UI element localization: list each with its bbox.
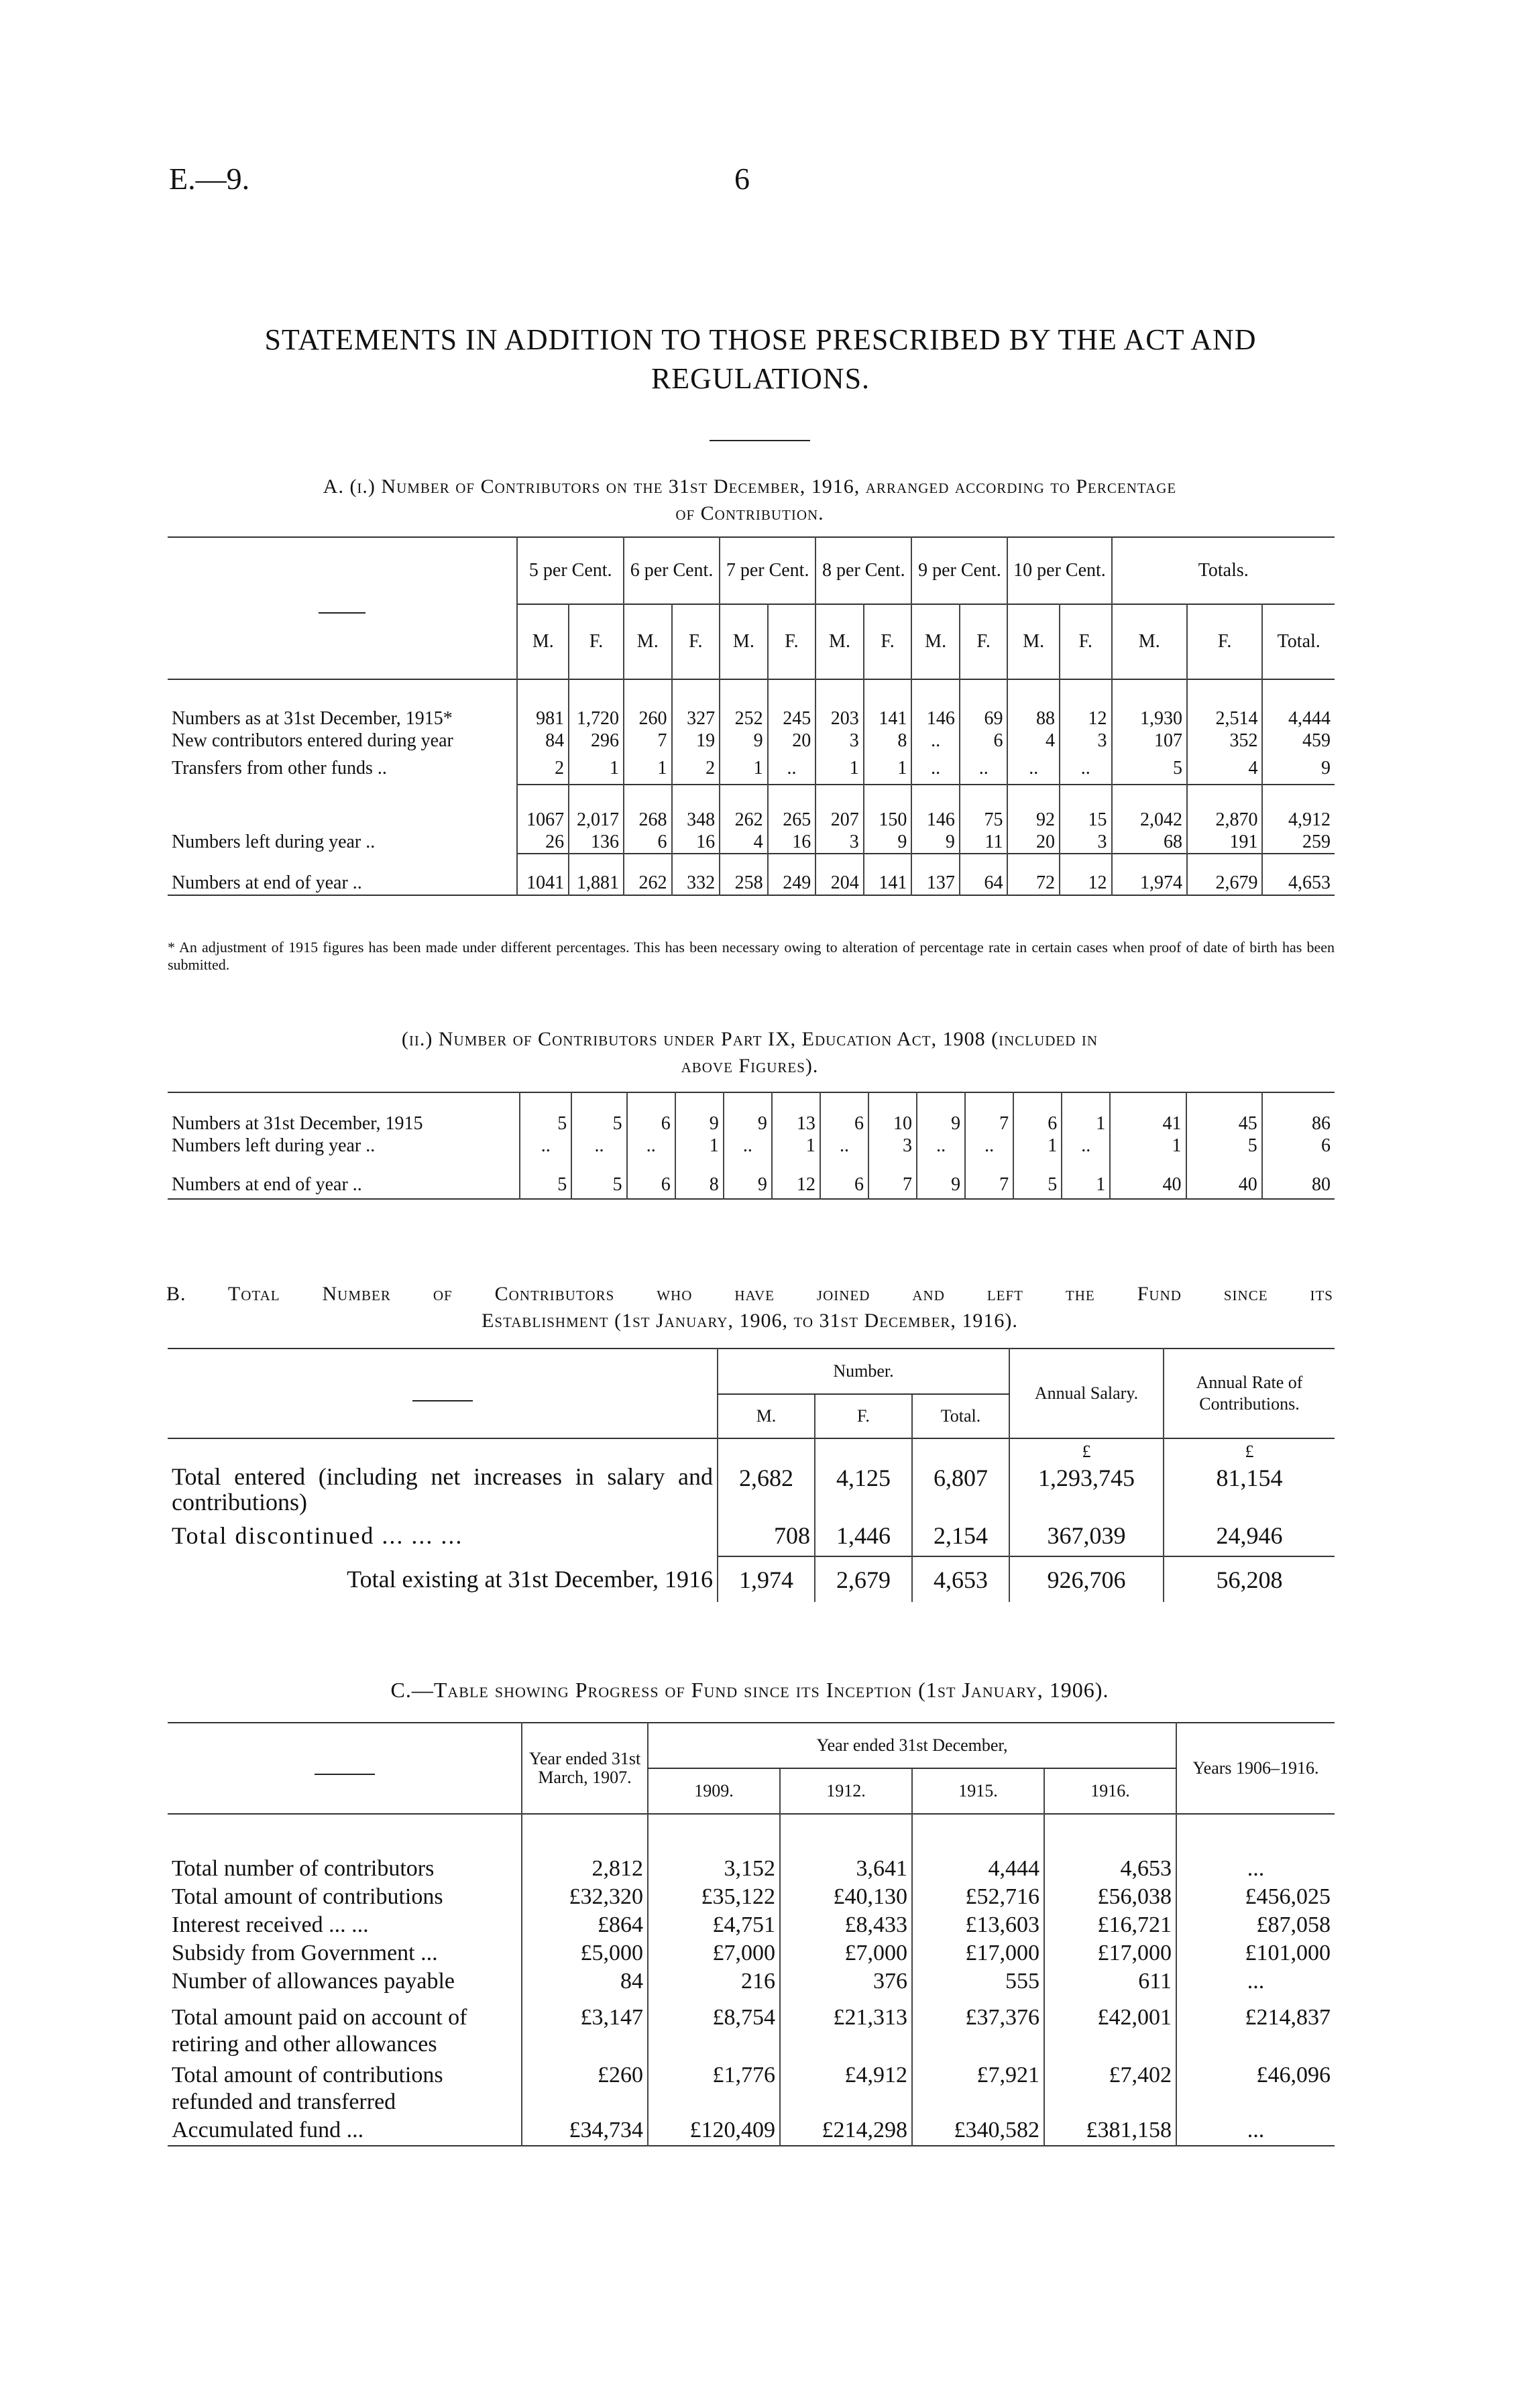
cell: 9: [864, 831, 912, 854]
section-a-title: [166, 473, 1333, 527]
cell: 40: [1186, 1157, 1262, 1199]
row-label: Numbers at end of year ..: [172, 872, 362, 893]
row-label: Total number of contributors: [172, 1856, 435, 1881]
row-label: Number of allowances payable: [172, 1969, 455, 1994]
table-row: [168, 785, 1335, 831]
cell: 348: [672, 785, 720, 831]
table-row: [168, 1515, 1335, 1556]
cell: 268: [624, 785, 672, 831]
cell: 352: [1187, 730, 1262, 752]
section-a2-title-line-2: above Figures).: [681, 1055, 819, 1077]
table-row: [168, 679, 1335, 730]
cell: 327: [672, 679, 720, 730]
row-label: Numbers at 31st December, 1915: [172, 1113, 423, 1134]
cell: 12: [1060, 854, 1112, 895]
col-year: 1916.: [1044, 1768, 1176, 1814]
cell: ..: [1007, 752, 1060, 785]
cell: 2,017: [569, 785, 624, 831]
cell: 5: [1112, 752, 1187, 785]
cell: 12: [772, 1157, 820, 1199]
cell: 262: [720, 785, 768, 831]
cell: £4,751: [648, 1912, 780, 1940]
cell: 203: [815, 679, 864, 730]
col-group-6-percent: 6 per Cent.: [624, 537, 720, 604]
cell: £13,603: [912, 1912, 1044, 1940]
cell: ..: [965, 1135, 1013, 1157]
row-label: Numbers as at 31st December, 1915*: [172, 708, 453, 729]
cell: 296: [569, 730, 624, 752]
col-group-number: Number.: [718, 1349, 1009, 1394]
cell: ..: [724, 1135, 772, 1157]
table-a-contributors: [168, 536, 1335, 899]
cell: 84: [522, 1968, 648, 1996]
cell: 69: [960, 679, 1008, 730]
cell: 15: [1060, 785, 1112, 831]
cell: £456,025: [1176, 1884, 1335, 1912]
cell: 68: [1112, 831, 1187, 854]
table-a-corner: [168, 537, 517, 679]
cell: 3: [868, 1135, 917, 1157]
cell: £5,000: [522, 1940, 648, 1968]
cell: 9: [720, 730, 768, 752]
row-label: Numbers at end of year ..: [172, 1173, 362, 1195]
cell: 249: [768, 854, 816, 895]
cell: 207: [815, 785, 864, 831]
cell: 137: [911, 854, 960, 895]
cell: 1067: [517, 785, 569, 831]
col-group-8-percent: 8 per Cent.: [815, 537, 911, 604]
col-header: M.: [911, 604, 960, 679]
table-a2-part-ix: [168, 1092, 1335, 1202]
cell: 150: [864, 785, 912, 831]
cell: £3,147: [522, 1996, 648, 2059]
row-label: Total amount paid on account of retiring and other allowances: [172, 2005, 467, 2057]
cell: £52,716: [912, 1884, 1044, 1912]
row-label: Total existing at 31st December, 1916: [347, 1566, 713, 1593]
section-b-title-line-1: B. Total Number of Contributors who have joined and left the Fund since its: [166, 1283, 1333, 1305]
table-row: [168, 1968, 1335, 1996]
cell: 1,974: [1112, 854, 1187, 895]
section-a2-title-line-1: (ii.) Number of Contributors under Part IX, Education Act, 1908 (included in: [401, 1028, 1098, 1050]
col-header: M.: [624, 604, 672, 679]
cell: 9: [911, 831, 960, 854]
row-label: Interest received ... ...: [172, 1912, 369, 1937]
cell: 1,293,745: [1009, 1464, 1164, 1515]
col-group-7-percent: 7 per Cent.: [720, 537, 815, 604]
cell: £56,038: [1044, 1884, 1176, 1912]
cell: £7,921: [912, 2059, 1044, 2117]
row-label: Accumulated fund ...: [172, 2118, 364, 2142]
cell: 8: [675, 1157, 724, 1199]
cell: £8,754: [648, 1996, 780, 2059]
row-label: [168, 785, 517, 831]
cell: ..: [571, 1135, 626, 1157]
cell: 2: [517, 752, 569, 785]
cell: 9: [917, 1157, 965, 1199]
cell: 5: [520, 1157, 571, 1199]
page-title-line-2: REGULATIONS.: [651, 362, 870, 395]
page-number: 6: [734, 162, 750, 196]
table-row: [168, 2117, 1335, 2146]
cell: 136: [569, 831, 624, 854]
cell: 4,653: [912, 1556, 1009, 1602]
table-row: [168, 1996, 1335, 2059]
cell: £17,000: [912, 1940, 1044, 1968]
cell: 6: [624, 831, 672, 854]
cell: 216: [648, 1968, 780, 1996]
table-row: [168, 854, 1335, 895]
table-row: [168, 1464, 1335, 1515]
col-header: M.: [720, 604, 768, 679]
cell: 146: [911, 679, 960, 730]
cell: 146: [911, 785, 960, 831]
cell: 2,154: [912, 1515, 1009, 1556]
cell: 7: [965, 1092, 1013, 1135]
cell: 141: [864, 679, 912, 730]
cell: 1,446: [815, 1515, 912, 1556]
cell: £214,837: [1176, 1996, 1335, 2059]
cell: 5: [1013, 1157, 1062, 1199]
cell: 72: [1007, 854, 1060, 895]
cell: 19: [672, 730, 720, 752]
table-row: [168, 1884, 1335, 1912]
cell: £4,912: [780, 2059, 912, 2117]
col-header: F.: [960, 604, 1008, 679]
cell: 5: [1186, 1135, 1262, 1157]
col-header: F.: [864, 604, 912, 679]
cell: 56,208: [1164, 1556, 1335, 1602]
cell: ..: [911, 752, 960, 785]
col-years-total: Years 1906–1916.: [1176, 1723, 1335, 1814]
table-row: [168, 1855, 1335, 1884]
page-title-line-1: STATEMENTS IN ADDITION TO THOSE PRESCRIBED BY THE ACT AND: [264, 323, 1257, 356]
cell: 6: [820, 1157, 868, 1199]
cell: ...: [1176, 1855, 1335, 1884]
section-b-title: [166, 1281, 1333, 1334]
cell: ..: [1060, 752, 1112, 785]
cell: £1,776: [648, 2059, 780, 2117]
cell: 4,444: [1262, 679, 1335, 730]
footnote: * An adjustment of 1915 figures has been made under different percentages. This has been necessary owing to alteration of percentage rate in certain cases when proof of date of birth has been submitted.: [168, 939, 1335, 973]
section-a-title-line-1: A. (i.) Number of Contributors on the 31st December, 1916, arranged according to Percentage: [323, 475, 1177, 498]
section-b-title-line-2: Establishment (1st January, 1906, to 31st December, 1916).: [482, 1310, 1018, 1332]
table-row: [168, 1912, 1335, 1940]
cell: £101,000: [1176, 1940, 1335, 1968]
table-row: [168, 2059, 1335, 2117]
cell: 16: [768, 831, 816, 854]
cell: 64: [960, 854, 1008, 895]
page-title: [134, 321, 1387, 398]
cell: 1: [624, 752, 672, 785]
cell: 2,679: [815, 1556, 912, 1602]
col-annual-salary: Annual Salary.: [1009, 1349, 1164, 1438]
cell: 1: [1062, 1157, 1110, 1199]
cell: 1,930: [1112, 679, 1187, 730]
cell: £214,298: [780, 2117, 912, 2146]
cell: £16,721: [1044, 1912, 1176, 1940]
table-row: [168, 1940, 1335, 1968]
cell: 1: [1110, 1135, 1186, 1157]
cell: 80: [1262, 1157, 1335, 1199]
row-label: Subsidy from Government ...: [172, 1941, 438, 1965]
cell: 6: [627, 1092, 675, 1135]
col-total: Total.: [912, 1394, 1009, 1438]
cell: 1: [1013, 1135, 1062, 1157]
cell: £7,402: [1044, 2059, 1176, 2117]
row-label: Total entered (including net increases in salary and contributions): [172, 1463, 713, 1515]
cell: 86: [1262, 1092, 1335, 1135]
cell: £35,122: [648, 1884, 780, 1912]
table-row: [168, 752, 1335, 785]
cell: 555: [912, 1968, 1044, 1996]
section-a2-title: [166, 1026, 1333, 1080]
col-m: M.: [718, 1394, 815, 1438]
cell: 6,807: [912, 1464, 1009, 1515]
title-divider: [710, 440, 810, 441]
col-header: F.: [1187, 604, 1262, 679]
col-header: M.: [1112, 604, 1187, 679]
table-row: [168, 831, 1335, 854]
cell: 376: [780, 1968, 912, 1996]
document-reference: E.—9.: [169, 162, 250, 196]
col-header: F.: [672, 604, 720, 679]
cell: 1: [772, 1135, 820, 1157]
cell: 7: [965, 1157, 1013, 1199]
section-c-title: C.—Table showing Progress of Fund since its Inception (1st January, 1906).: [390, 1678, 1109, 1702]
cell: 1: [720, 752, 768, 785]
cell: 2,682: [718, 1464, 815, 1515]
cell: £21,313: [780, 1996, 912, 2059]
cell: 4,653: [1262, 854, 1335, 895]
cell: 9: [724, 1092, 772, 1135]
row-label: Transfers from other funds ..: [172, 758, 387, 779]
cell: 4,912: [1262, 785, 1335, 831]
cell: 204: [815, 854, 864, 895]
cell: 459: [1262, 730, 1335, 752]
cell: 3,152: [648, 1855, 780, 1884]
cell: 5: [571, 1092, 626, 1135]
cell: 141: [864, 854, 912, 895]
row-label: Total amount of contributions refunded and transferred: [172, 2063, 443, 2114]
row-label: New contributors entered during year: [172, 730, 453, 751]
col-group-year-ended: Year ended 31st December,: [648, 1723, 1176, 1768]
table-c-corner: [168, 1723, 522, 1814]
col-group-5-percent: 5 per Cent.: [517, 537, 623, 604]
cell: 6: [820, 1092, 868, 1135]
cell: 6: [1262, 1135, 1335, 1157]
cell: 3: [815, 831, 864, 854]
cell: 7: [624, 730, 672, 752]
col-header: Total.: [1262, 604, 1335, 679]
cell: ..: [1062, 1135, 1110, 1157]
cell: 3: [1060, 730, 1112, 752]
cell: 92: [1007, 785, 1060, 831]
cell: 4: [1187, 752, 1262, 785]
cell: 259: [1262, 831, 1335, 854]
cell: 1: [1062, 1092, 1110, 1135]
cell: £7,000: [780, 1940, 912, 1968]
col-group-10-percent: 10 per Cent.: [1007, 537, 1111, 604]
table-b-totals: [168, 1348, 1335, 1602]
table-b-corner: [168, 1349, 718, 1438]
cell: 245: [768, 679, 816, 730]
cell: 1: [815, 752, 864, 785]
cell: 1,720: [569, 679, 624, 730]
cell: £120,409: [648, 2117, 780, 2146]
cell: £34,734: [522, 2117, 648, 2146]
cell: 10: [868, 1092, 917, 1135]
cell: 107: [1112, 730, 1187, 752]
col-group-9-percent: 9 per Cent.: [911, 537, 1007, 604]
cell: 24,946: [1164, 1515, 1335, 1556]
cell: 5: [571, 1157, 626, 1199]
table-row: [168, 1092, 1335, 1135]
cell: £32,320: [522, 1884, 648, 1912]
cell: 88: [1007, 679, 1060, 730]
cell: 332: [672, 854, 720, 895]
cell: 1,881: [569, 854, 624, 895]
cell: 4: [1007, 730, 1060, 752]
cell: 7: [868, 1157, 917, 1199]
cell: 75: [960, 785, 1008, 831]
table-row: [168, 730, 1335, 752]
cell: ..: [911, 730, 960, 752]
row-label: Numbers left during year ..: [172, 1135, 376, 1156]
cell: 6: [627, 1157, 675, 1199]
cell: 20: [768, 730, 816, 752]
currency-symbol: £: [1009, 1438, 1164, 1464]
cell: 2,679: [1187, 854, 1262, 895]
cell: £340,582: [912, 2117, 1044, 2146]
cell: 4,653: [1044, 1855, 1176, 1884]
cell: 1: [864, 752, 912, 785]
cell: £46,096: [1176, 2059, 1335, 2117]
cell: 926,706: [1009, 1556, 1164, 1602]
cell: ..: [768, 752, 816, 785]
table-c-progress: [168, 1722, 1335, 2152]
cell: 1,974: [718, 1556, 815, 1602]
cell: 1: [569, 752, 624, 785]
cell: 9: [675, 1092, 724, 1135]
col-year-1907: Year ended 31st March, 1907.: [522, 1723, 648, 1814]
cell: 84: [517, 730, 569, 752]
cell: 81,154: [1164, 1464, 1335, 1515]
cell: £260: [522, 2059, 648, 2117]
cell: 9: [1262, 752, 1335, 785]
cell: 2,812: [522, 1855, 648, 1884]
cell: ..: [627, 1135, 675, 1157]
cell: 6: [960, 730, 1008, 752]
cell: ..: [820, 1135, 868, 1157]
cell: £42,001: [1044, 1996, 1176, 2059]
cell: 708: [718, 1515, 815, 1556]
cell: 3,641: [780, 1855, 912, 1884]
cell: 9: [724, 1157, 772, 1199]
cell: 191: [1187, 831, 1262, 854]
cell: 45: [1186, 1092, 1262, 1135]
cell: £8,433: [780, 1912, 912, 1940]
table-row: [168, 1135, 1335, 1157]
cell: 12: [1060, 679, 1112, 730]
cell: 2: [672, 752, 720, 785]
row-label: Numbers left during year ..: [172, 832, 376, 852]
col-year: 1909.: [648, 1768, 780, 1814]
cell: 611: [1044, 1968, 1176, 1996]
cell: 13: [772, 1092, 820, 1135]
cell: 8: [864, 730, 912, 752]
currency-symbol: £: [1164, 1438, 1335, 1464]
cell: 1: [675, 1135, 724, 1157]
cell: 5: [520, 1092, 571, 1135]
cell: ...: [1176, 2117, 1335, 2146]
cell: 2,042: [1112, 785, 1187, 831]
cell: 20: [1007, 831, 1060, 854]
col-year: 1912.: [780, 1768, 912, 1814]
cell: 41: [1110, 1092, 1186, 1135]
row-label: Total amount of contributions: [172, 1884, 443, 1909]
cell: 16: [672, 831, 720, 854]
cell: £17,000: [1044, 1940, 1176, 1968]
col-header: M.: [815, 604, 864, 679]
cell: 258: [720, 854, 768, 895]
col-header: F.: [1060, 604, 1112, 679]
cell: 260: [624, 679, 672, 730]
cell: ..: [917, 1135, 965, 1157]
cell: £7,000: [648, 1940, 780, 1968]
col-header: M.: [517, 604, 569, 679]
cell: 4,125: [815, 1464, 912, 1515]
table-row: [168, 1157, 1335, 1199]
cell: ..: [960, 752, 1008, 785]
cell: 40: [1110, 1157, 1186, 1199]
section-a-title-line-2: of Contribution.: [675, 502, 824, 524]
cell: 2,870: [1187, 785, 1262, 831]
table-row: [168, 1556, 1335, 1602]
cell: 367,039: [1009, 1515, 1164, 1556]
cell: 262: [624, 854, 672, 895]
cell: 981: [517, 679, 569, 730]
row-label: Total discontinued ... ... ...: [172, 1522, 463, 1549]
cell: ..: [520, 1135, 571, 1157]
cell: 3: [1060, 831, 1112, 854]
cell: £87,058: [1176, 1912, 1335, 1940]
cell: £864: [522, 1912, 648, 1940]
cell: 6: [1013, 1092, 1062, 1135]
cell: 4,444: [912, 1855, 1044, 1884]
col-f: F.: [815, 1394, 912, 1438]
col-header: F.: [768, 604, 816, 679]
col-annual-rate: Annual Rate of Contributions.: [1164, 1349, 1335, 1438]
col-group-totals: Totals.: [1112, 537, 1335, 604]
cell: 11: [960, 831, 1008, 854]
cell: 26: [517, 831, 569, 854]
cell: £40,130: [780, 1884, 912, 1912]
cell: £381,158: [1044, 2117, 1176, 2146]
cell: 4: [720, 831, 768, 854]
cell: 252: [720, 679, 768, 730]
cell: £37,376: [912, 1996, 1044, 2059]
col-year: 1915.: [912, 1768, 1044, 1814]
cell: 265: [768, 785, 816, 831]
cell: 3: [815, 730, 864, 752]
col-header: M.: [1007, 604, 1060, 679]
col-header: F.: [569, 604, 624, 679]
cell: 9: [917, 1092, 965, 1135]
cell: 1041: [517, 854, 569, 895]
cell: 2,514: [1187, 679, 1262, 730]
cell: ...: [1176, 1968, 1335, 1996]
